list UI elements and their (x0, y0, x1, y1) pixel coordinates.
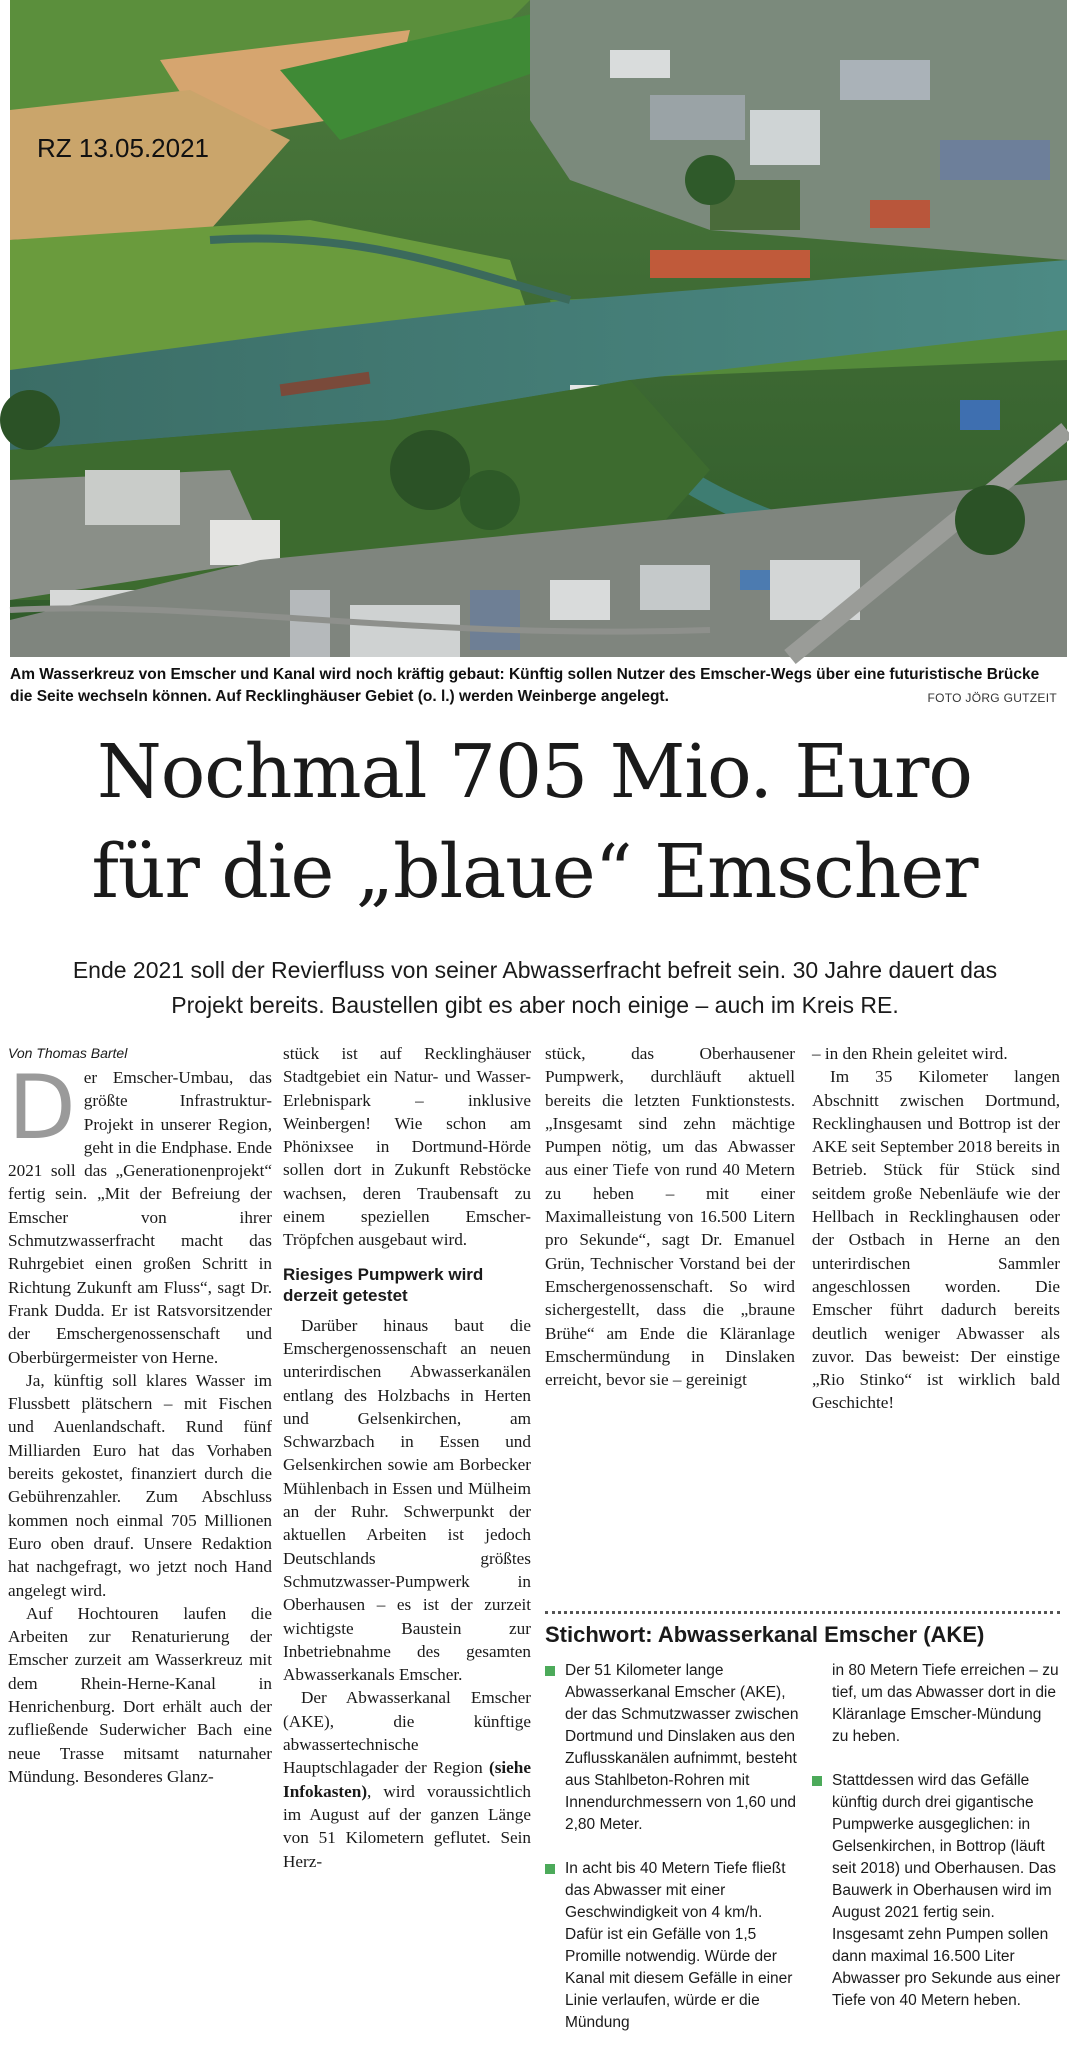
paragraph-4: stück ist auf Recklinghäuser Stadtgebiet ein Natur- und Wasser-Erlebnispark – inklusive Weinbergen! Wie schon am Phönixsee in Dortmund-Hörde sollen dort in Zukunft Rebstöcke wachsen, deren Traubensaft zu einem speziellen Emscher-Tröpfchen ausgebaut wird. (283, 1044, 531, 1250)
paragraph-7: stück, das Oberhausener Pumpwerk, durchläuft aktuell bereits die letzten Funktionstests. „Insgesamt sind zehn mächtige Pumpen nötig, um das Abwasser aus einer Tiefe von rund 40 Metern zu heben – mit einer Maximalleistung von 16.500 Litern pro Sekunde“, sagt Dr. Emanuel Grün, Technischer Vorstand bei der Emschergenossenschaft. So wird sichergestellt, dass die „braune Brühe“ am Ende die Kläranlage Emschermündung in Dinslaken erreicht, bevor sie – gereinigt (545, 1044, 795, 1390)
headline-line-1: Nochmal 705 Mio. Euro (97, 729, 972, 815)
infobox-title: Stichwort: Abwasserkanal Emscher (AKE) (545, 1622, 985, 1647)
headline (0, 722, 1069, 922)
infobox-bullet-3-text: Stattdessen wird das Gefälle künftig durch drei gigantische Pumpwerke ausgeglichen: in Gelsenkirchen, in Bottrop (läuft seit 2018) und Oberhausen. Das Bauwerk in Oberhausen wird im August 2021 fertig sein. Insgesamt zehn Pumpen sollen dann maximal 16.500 Liter Abwasser pro Sekunde aus einer Tiefe von 40 Metern heben. (832, 1772, 1061, 2009)
subheadline: Ende 2021 soll der Revierfluss von seiner Abwasserfracht befreit sein. 30 Jahre dauert das Projekt bereits. Baustellen gibt es aber noch einige – auch im Kreis RE. (72, 957, 998, 1018)
paragraph-5: Darüber hinaus baut die Emschergenossenschaft an neuen unterirdischen Abwasserkanälen entlang des Holzbachs in Herten und Gelsenkirchen, am Schwarzbach in Essen und Gelsenkirchen sowie am Borbecker Mühlenbach in Essen und Mülheim an der Ruhr. Schwerpunkt der aktuellen Arbeiten ist jedoch Deutschlands größtes Schmutzwasser-Pumpwerk in Oberhausen – es ist der zurzeit wichtigste Baustein zur Inbetriebnahme des gesamten Abwasserkanals Emscher. (283, 1315, 531, 1685)
article-column-1 (8, 1042, 272, 1788)
infobox-bullet-2-text: In acht bis 40 Metern Tiefe fließt das Abwasser mit einer Geschwindigkeit von 4 km/h. Dafür ist ein Gefälle von 1,5 Promille notwendig. Würde der Kanal mit diesem Gefälle in einer Linie verlaufen, würde er die Mündung (565, 1860, 793, 2031)
paragraph-2: Ja, künftig soll klares Wasser im Flussbett plätschern – mit Fischen und Auenlandschaft. Rund fünf Milliarden Euro hat das Vorhaben bereits gekostet, finanziert durch die Gebührenzahler. Zum Abschluss kommen noch einmal 705 Millionen Euro oben drauf. Unsere Redaktion hat nachgefragt, wo jetzt noch Hand angelegt wird. (8, 1370, 272, 1600)
article-column-2 (283, 1042, 531, 1873)
aerial-photo (10, 0, 1067, 657)
bullet-square-icon (545, 1864, 555, 1874)
photo-caption: Am Wasserkreuz von Emscher und Kanal wird noch kräftig gebaut: Künftig sollen Nutzer des Emscher-Wegs über eine futuristische Brücke die Seite wechseln können. Auf Recklinghäuser Gebiet (o. l.) werden Weinberge angelegt. (10, 666, 1040, 705)
infobox-column-2 (812, 1660, 1062, 2034)
infobox-bullet-2-continued: in 80 Metern Tiefe erreichen – zu tief, um das Abwasser dort in die Kläranlage Emscher-Mündung zu heben. (832, 1662, 1059, 1745)
paragraph-3: Auf Hochtouren laufen die Arbeiten zur Renaturierung der Emscher zurzeit am Wasserkreuz mit dem Rhein-Herne-Kanal in Henrichenburg. Dort erhält auch der zufließende Suderwicher Bach eine neue Trasse mitsamt naturnaher Mündung. Besonderes Glanz- (8, 1603, 272, 1786)
paragraph-6-text-c: , wird voraussichtlich im August auf der ganzen Länge von 51 Kilometern geflutet. Sein Herz- (283, 1781, 531, 1871)
bullet-square-icon (545, 1666, 555, 1676)
paragraph-8: – in den Rhein geleitet wird. (812, 1044, 1008, 1063)
date-stamp: RZ 13.05.2021 (37, 133, 210, 163)
paragraph-1-text: er Emscher-Umbau, das größte Infrastruktur-Projekt in unserer Region, geht in die Endphase. Ende 2021 soll das „Generationenprojekt“ fertig sein. „Mit der Befreiung der Emscher von ihrer Schmutzwasserfracht macht das Ruhrgebiet einen großen Schritt in Richtung Zukunft am Fluss“, sagt Dr. Frank Dudda. Er ist Ratsvorsitzender der Emschergenossenschaft und Oberbürgermeister von Herne. (8, 1068, 272, 1367)
infobox-column-1 (545, 1660, 800, 2056)
aerial-photo-illustration (10, 0, 1067, 657)
byline: Von Thomas Bartel (8, 1045, 128, 1061)
headline-line-2: für die „blaue“ Emscher (91, 829, 978, 915)
infobox-bullet-3 (812, 1770, 1062, 2012)
infobox-bullet-1-text: Der 51 Kilometer lange Abwasserkanal Emscher (AKE), der das Schmutzwasser zwischen Dortmund und Dinslaken aus den Zuflusskanälen aufnimmt, besteht aus Stahlbeton-Rohren mit Innendurchmessern von 1,60 und 2,80 Meter. (565, 1662, 799, 1833)
paragraph-9: Im 35 Kilometer langen Abschnitt zwischen Dortmund, Recklinghausen und Bottrop ist der AKE seit September 2018 bereits in Betrieb. Stück für Stück sind seitdem große Nebenläufe wie der Hellbach in Recklinghausen oder der Ostbach in Herne an den unterirdischen Sammler angeschlossen worden. Die Emscher führt dadurch bereits deutlich weniger Abwasser als zuvor. Das beweist: Der einstige „Rio Stinko“ ist wirklich bald Geschichte! (812, 1067, 1060, 1413)
drop-cap: D (8, 1056, 76, 1159)
photo-credit: FOTO JÖRG GUTZEIT (927, 691, 1057, 705)
bullet-square-icon (812, 1776, 822, 1786)
article-column-3 (545, 1042, 795, 1391)
infobox-bullet-2 (545, 1858, 800, 2034)
infobox-reference: (siehe Infokasten) (283, 1758, 531, 1801)
paragraph-1 (8, 1056, 272, 1369)
paragraph-6-text-a: Der Abwasserkanal Emscher (AKE), die künftige abwassertechnische Hauptschlagader der Region (283, 1688, 531, 1778)
infobox-divider (545, 1611, 1060, 1614)
article-column-4 (812, 1042, 1060, 1415)
section-subheading: Riesiges Pumpwerk wird derzeit getestet (283, 1264, 484, 1305)
paragraph-6 (283, 1686, 531, 1872)
infobox-bullet-1 (545, 1660, 800, 1836)
